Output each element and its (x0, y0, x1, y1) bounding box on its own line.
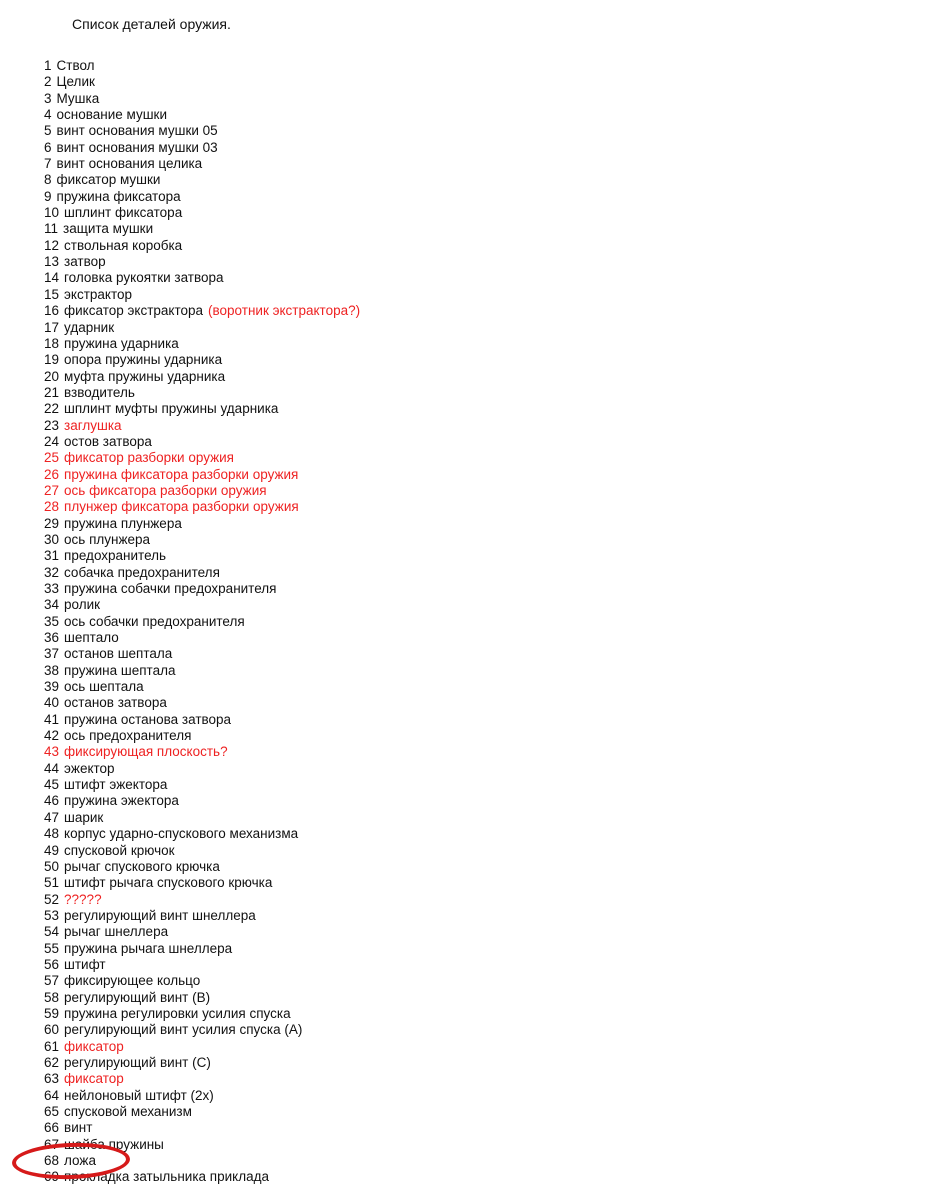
part-name: заглушка (64, 417, 122, 433)
list-item (44, 663, 904, 679)
part-name: фиксирующая плоскость? (64, 744, 228, 760)
part-number: 39 (44, 679, 60, 695)
part-name: штифт (64, 956, 106, 972)
part-number: 26 (44, 466, 60, 482)
part-name: фиксатор мушки (56, 172, 161, 188)
part-name: регулирующий винт усилия спуска (A) (64, 1022, 303, 1038)
part-number: 65 (44, 1104, 60, 1119)
part-name: пружина шептала (64, 662, 176, 678)
part-name: затвор (64, 254, 106, 270)
part-number: 13 (44, 254, 60, 270)
list-item (44, 1055, 904, 1071)
list-item (44, 761, 904, 777)
list-item (44, 614, 904, 630)
list-item (44, 1039, 904, 1055)
part-number: 16 (44, 303, 60, 319)
part-number: 32 (44, 564, 60, 580)
list-item (44, 548, 904, 564)
part-name: фиксирующее кольцо (64, 973, 201, 989)
part-number: 22 (44, 401, 60, 417)
list-item (44, 728, 904, 744)
list-item (44, 941, 904, 957)
list-item (44, 859, 904, 875)
part-number: 15 (44, 286, 60, 302)
part-name: винт основания мушки 03 (56, 139, 218, 155)
part-number: 24 (44, 433, 60, 449)
part-number: 40 (44, 695, 60, 711)
list-item (44, 581, 904, 597)
document-title: Список деталей оружия. (72, 16, 231, 32)
list-item (44, 238, 904, 254)
list-item (44, 744, 904, 760)
list-item (44, 843, 904, 859)
list-item (44, 973, 904, 989)
list-item (44, 908, 904, 924)
list-item (44, 875, 904, 891)
part-number: 28 (44, 499, 60, 515)
list-item (44, 1006, 904, 1022)
part-number: 57 (44, 973, 60, 989)
list-item (44, 156, 904, 172)
part-number: 36 (44, 630, 60, 646)
part-number: 31 (44, 548, 60, 564)
part-number: 49 (44, 842, 60, 858)
list-item (44, 957, 904, 973)
part-number: 48 (44, 826, 60, 842)
part-name: ось шептала (64, 679, 144, 695)
part-name: штифт рычага спускового крючка (64, 875, 273, 891)
list-item (44, 679, 904, 695)
part-number: 9 (44, 188, 52, 204)
part-number: 2 (44, 74, 52, 90)
part-name: останов затвора (64, 695, 167, 711)
part-name: регулирующий винт (B) (64, 989, 211, 1005)
part-number: 12 (44, 237, 60, 253)
part-name: шарик (64, 809, 104, 825)
part-name: эжектор (64, 760, 115, 776)
part-name: шплинт муфты пружины ударника (64, 401, 279, 417)
part-name: шептало (64, 630, 119, 646)
part-number: 46 (44, 793, 60, 809)
list-item (44, 385, 904, 401)
part-name: пружина рычага шнеллера (64, 940, 233, 956)
list-item (44, 630, 904, 646)
part-name: пружина ударника (64, 335, 179, 351)
list-item (44, 1104, 904, 1120)
part-name: плунжер фиксатора разборки оружия (64, 499, 299, 515)
part-number: 55 (44, 940, 60, 956)
part-number: 20 (44, 368, 60, 384)
part-name: шплинт фиксатора (64, 205, 183, 221)
part-name: фиксатор (64, 1071, 124, 1087)
part-number: 50 (44, 858, 60, 874)
list-item (44, 1022, 904, 1038)
part-number: 14 (44, 270, 60, 286)
list-item (44, 826, 904, 842)
part-name: фиксатор разборки оружия (64, 450, 234, 466)
list-item (44, 532, 904, 548)
part-number: 38 (44, 662, 60, 678)
part-number: 58 (44, 989, 60, 1005)
part-number: 43 (44, 744, 60, 760)
part-number: 35 (44, 613, 60, 629)
part-number: 19 (44, 352, 60, 368)
list-item (44, 58, 904, 74)
part-name: пружина плунжера (64, 515, 182, 531)
part-name: нейлоновый штифт (2x) (64, 1087, 214, 1103)
part-note: (воротник экстрактора?) (208, 303, 361, 319)
part-name: шайба пружины (64, 1136, 164, 1152)
part-name: рычаг шнеллера (64, 924, 169, 940)
list-item (44, 597, 904, 613)
list-item (44, 924, 904, 940)
list-item (44, 1169, 904, 1185)
part-number: 52 (44, 891, 60, 907)
list-item (44, 401, 904, 417)
part-number: 60 (44, 1022, 60, 1038)
part-name: ложа (64, 1153, 96, 1169)
part-number: 61 (44, 1038, 60, 1054)
list-item (44, 810, 904, 826)
part-number: 62 (44, 1054, 60, 1070)
part-number: 45 (44, 777, 60, 793)
part-number: 33 (44, 581, 60, 596)
list-item (44, 172, 904, 188)
part-name: Ствол (56, 58, 95, 73)
list-item (44, 892, 904, 908)
part-number: 3 (44, 90, 52, 106)
part-number: 68 (44, 1153, 60, 1169)
part-name: ударник (64, 319, 115, 335)
part-number: 23 (44, 417, 60, 433)
list-item (44, 205, 904, 221)
part-number: 30 (44, 531, 60, 547)
part-name: экстрактор (64, 286, 133, 302)
list-item (44, 336, 904, 352)
part-name: ствольная коробка (64, 237, 183, 253)
part-number: 4 (44, 107, 52, 123)
part-name: остов затвора (64, 433, 152, 449)
list-item (44, 107, 904, 123)
list-item (44, 123, 904, 139)
list-item (44, 467, 904, 483)
part-name: предохранитель (64, 548, 167, 564)
part-name: опора пружины ударника (64, 352, 223, 368)
parts-list (44, 58, 904, 1186)
part-name: ????? (64, 891, 102, 907)
part-number: 44 (44, 760, 60, 776)
part-name: собачка предохранителя (64, 564, 220, 580)
part-number: 34 (44, 597, 60, 613)
part-name: основание мушки (56, 107, 167, 123)
list-item (44, 369, 904, 385)
list-item (44, 565, 904, 581)
list-item (44, 646, 904, 662)
part-number: 6 (44, 139, 52, 155)
part-number: 59 (44, 1005, 60, 1021)
part-number: 47 (44, 809, 60, 825)
part-number: 69 (44, 1169, 60, 1185)
part-name: винт (64, 1120, 93, 1136)
part-name: спусковой механизм (64, 1104, 192, 1119)
list-item (44, 418, 904, 434)
part-number: 42 (44, 728, 60, 744)
part-name: винт основания целика (56, 156, 203, 172)
list-item (44, 1153, 904, 1169)
list-item (44, 91, 904, 107)
list-item (44, 189, 904, 205)
list-item (44, 254, 904, 270)
list-item (44, 712, 904, 728)
part-number: 11 (44, 221, 59, 237)
part-number: 27 (44, 482, 60, 498)
list-item (44, 287, 904, 303)
part-name: фиксатор экстрактора (64, 303, 204, 319)
part-name: ролик (64, 597, 101, 613)
part-name: головка рукоятки затвора (64, 270, 224, 286)
list-item (44, 221, 904, 237)
list-item (44, 1071, 904, 1087)
part-number: 54 (44, 924, 60, 940)
part-number: 63 (44, 1071, 60, 1087)
part-name: останов шептала (64, 646, 173, 662)
part-name: регулирующий винт шнеллера (64, 907, 256, 923)
list-item (44, 270, 904, 286)
list-item (44, 483, 904, 499)
part-name: ось плунжера (64, 531, 151, 547)
list-item (44, 1120, 904, 1136)
part-name: ось фиксатора разборки оружия (64, 482, 267, 498)
list-item (44, 74, 904, 90)
part-name: Мушка (56, 90, 100, 106)
list-item (44, 434, 904, 450)
list-item (44, 990, 904, 1006)
part-name: ось собачки предохранителя (64, 613, 245, 629)
part-name: пружина фиксатора (56, 188, 181, 204)
part-name: Целик (56, 74, 95, 90)
part-name: пружина собачки предохранителя (64, 581, 277, 596)
part-number: 5 (44, 123, 52, 139)
part-number: 51 (44, 875, 60, 891)
list-item (44, 793, 904, 809)
part-name: пружина фиксатора разборки оружия (64, 466, 299, 482)
part-name: фиксатор (64, 1038, 124, 1054)
part-number: 66 (44, 1120, 60, 1136)
part-name: регулирующий винт (C) (64, 1054, 211, 1070)
part-number: 29 (44, 515, 60, 531)
part-number: 41 (44, 711, 60, 727)
part-number: 1 (44, 58, 52, 73)
part-name: штифт эжектора (64, 777, 168, 793)
list-item (44, 303, 904, 319)
list-item (44, 516, 904, 532)
part-name: винт основания мушки 05 (56, 123, 218, 139)
list-item (44, 777, 904, 793)
part-name: рычаг спускового крючка (64, 858, 220, 874)
part-name: ось предохранителя (64, 728, 192, 744)
list-item (44, 695, 904, 711)
part-name: пружина останова затвора (64, 711, 232, 727)
part-name: корпус ударно-спускового механизма (64, 826, 299, 842)
list-item (44, 1088, 904, 1104)
part-number: 17 (44, 319, 60, 335)
list-item (44, 140, 904, 156)
part-number: 53 (44, 907, 60, 923)
part-number: 64 (44, 1087, 60, 1103)
part-name: муфта пружины ударника (64, 368, 226, 384)
list-item (44, 499, 904, 515)
part-name: прокладка затыльника приклада (64, 1169, 269, 1185)
part-number: 18 (44, 335, 60, 351)
part-number: 8 (44, 172, 52, 188)
list-item (44, 352, 904, 368)
list-item (44, 450, 904, 466)
part-number: 56 (44, 956, 60, 972)
part-name: пружина регулировки усилия спуска (64, 1005, 291, 1021)
part-number: 21 (44, 384, 60, 400)
part-name: пружина эжектора (64, 793, 179, 809)
part-name: взводитель (64, 384, 135, 400)
part-number: 25 (44, 450, 60, 466)
part-number: 67 (44, 1136, 60, 1152)
part-name: защита мушки (63, 221, 154, 237)
part-number: 10 (44, 205, 60, 221)
part-number: 37 (44, 646, 60, 662)
part-name: спусковой крючок (64, 842, 175, 858)
part-number: 7 (44, 156, 52, 172)
list-item (44, 320, 904, 336)
list-item (44, 1137, 904, 1153)
